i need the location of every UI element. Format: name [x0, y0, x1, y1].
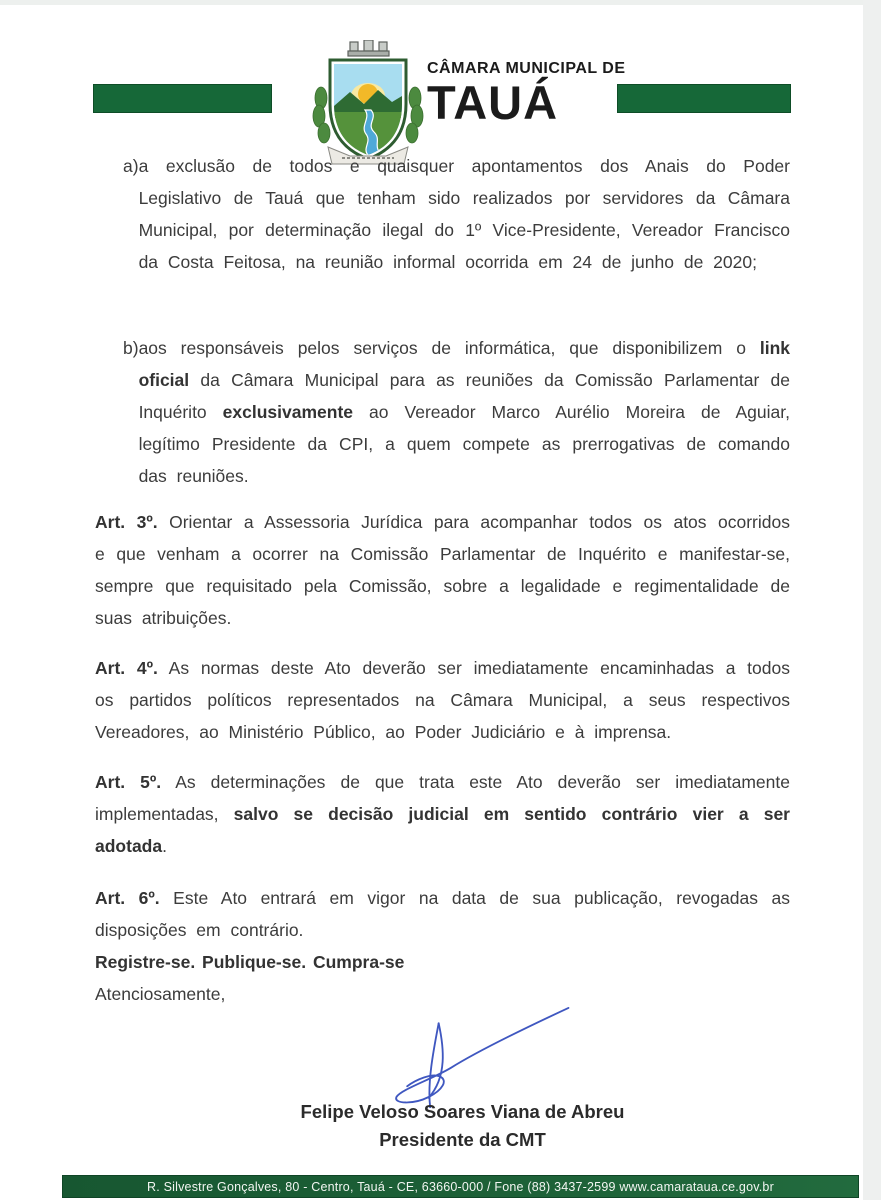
list-item-a — [95, 150, 790, 310]
signatory-name: Felipe Veloso Soares Viana de Abreu — [300, 1101, 625, 1122]
org-name-main: TAUÁ — [427, 76, 559, 129]
footer-address: R. Silvestre Gonçalves, 80 - Centro, Tauá - CE, 63660-000 / Fone (88) 3437-2599 www.camarataua.ce.gov.br — [147, 1179, 774, 1194]
header-green-bar-left — [93, 84, 272, 113]
paragraph-art-4: Art. 4º. As normas deste Ato deverão ser imediatamente encaminhadas a todos os partidos políticos representados na Câmara Municipal, a seus respectivos Vereadores, ao Ministério Público, ao Poder Judiciário e à imprensa. — [95, 658, 790, 742]
item-marker-a: a) — [123, 156, 139, 176]
signatory-title: Presidente da CMT — [379, 1129, 546, 1150]
paragraph-art-3: Art. 3º. Orientar a Assessoria Jurídica para acompanhar todos os atos ocorridos e que venham a ocorrer na Comissão Parlamentar de Inquérito e manifestar-se, sempre que requisitado pela Comissão, sobre a legalidade e regimentalidade de suas atribuições. — [95, 512, 790, 628]
org-name — [427, 60, 626, 127]
header-green-bar-right — [617, 84, 791, 113]
org-name-top: CÂMARA MUNICIPAL DE — [427, 60, 626, 77]
paragraph-art-6: Art. 6º. Este Ato entrará em vigor na data de sua publicação, revogadas as disposições em contrário. — [95, 888, 790, 940]
top-edge-strip — [0, 0, 881, 5]
signature-ink-icon — [378, 1000, 570, 1108]
item-text-b: aos responsáveis pelos serviços de informática, que disponibilizem o link oficial da Câmara Municipal para as reuniões da Comissão Parlamentar de Inquérito exclusivamente ao Vereador Marco Aurélio Moreira de Aguiar, legítimo Presidente da CPI, a quem compete as prerrogativas de comando das reuniões. — [138, 338, 790, 486]
salutation: Atenciosamente, — [95, 984, 226, 1004]
closing-line: Registre-se. Publique-se. Cumpra-se — [95, 952, 405, 972]
right-edge-strip — [863, 0, 881, 1200]
paragraph-art-5: Art. 5º. As determinações de que trata este Ato deverão ser imediatamente implementadas, salvo se decisão judicial em sentido contrário vier a ser adotada. — [95, 772, 790, 856]
taua-coat-of-arms-icon — [308, 40, 428, 168]
footer-bar — [62, 1175, 859, 1198]
item-marker-b: b) — [123, 338, 139, 358]
document-body — [95, 150, 790, 1010]
list-item-b — [95, 332, 790, 492]
item-text-a: a exclusão de todos e quaisquer apontamentos dos Anais do Poder Legislativo de Tauá que tenham sido realizados por servidores da Câmara Municipal, por determinação ilegal do 1º Vice-Presidente, Vereador Francisco da Costa Feitosa, na reunião informal ocorrida em 24 de junho de 2020; — [138, 156, 790, 272]
